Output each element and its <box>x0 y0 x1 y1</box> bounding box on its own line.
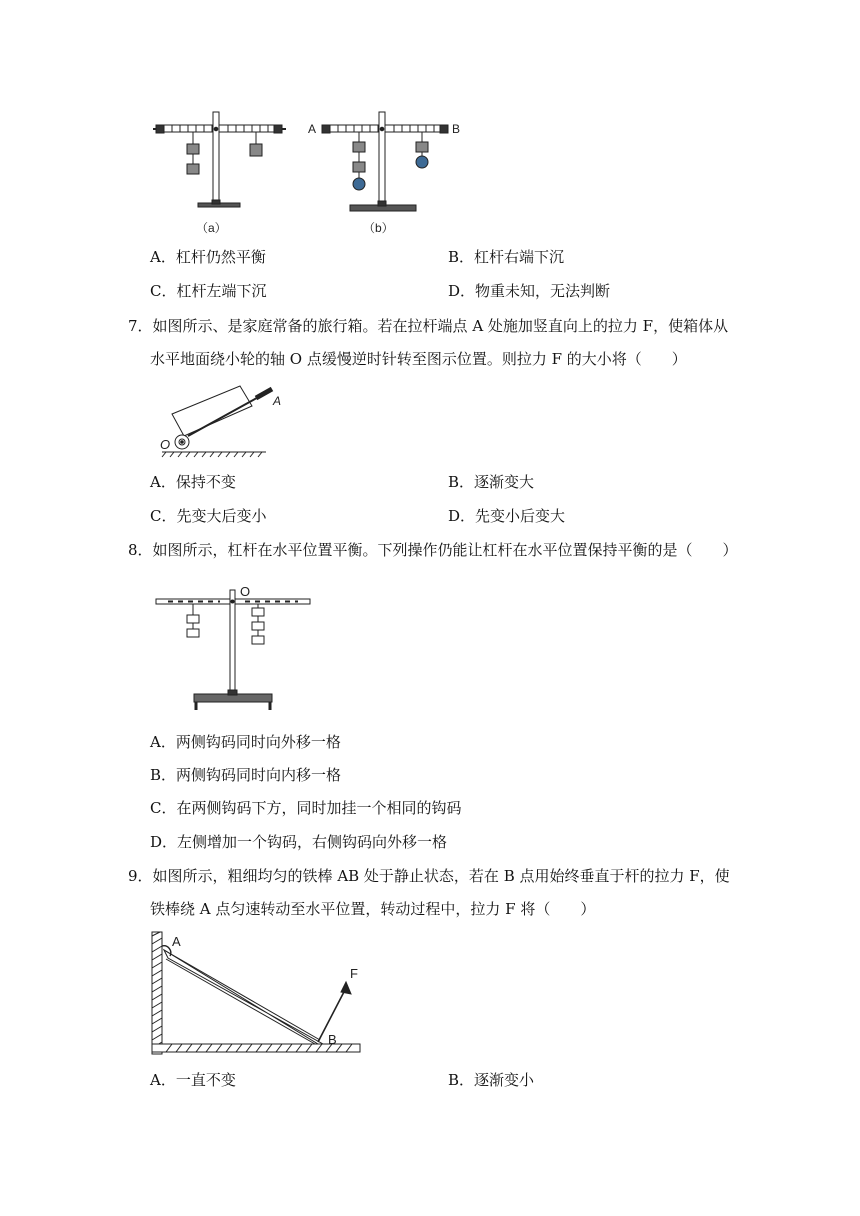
q9-figure-label-a: A <box>172 934 181 949</box>
q7-stem-line2: 水平地面绕小轮的轴 O 点缓慢逆时针转至图示位置。则拉力 F 的大小将（ ） <box>150 350 687 368</box>
lever-balance-diagram <box>150 582 320 714</box>
q7-figure <box>148 378 282 460</box>
figure-b-label-a: A <box>308 122 317 136</box>
q8-figure-label-o: O <box>240 584 251 599</box>
q6-figure <box>150 108 470 238</box>
q9-figure-label-f: F <box>350 966 358 981</box>
q9-stem-line2: 铁棒绕 A 点匀速转动至水平位置，转动过程中，拉力 F 将（ ） <box>150 900 596 918</box>
q9-option-a: A．一直不变 <box>150 1071 236 1089</box>
suitcase-diagram <box>148 378 282 460</box>
q7-stem-line1: 7．如图所示、是家庭常备的旅行箱。若在拉杆端点 A 处施加竖直向上的拉力 F，使箱体从 <box>128 317 729 335</box>
q8-stem-line1: 8．如图所示，杠杆在水平位置平衡。下列操作仍能让杠杆在水平位置保持平衡的是（ ） <box>128 541 738 559</box>
figure-b-label: （b） <box>363 221 394 235</box>
q8-option-d: D．左侧增加一个钩码，右侧钩码向外移一格 <box>150 833 448 851</box>
q9-figure-label-b: B <box>328 1032 337 1047</box>
q7-figure-label-a: A <box>273 394 282 408</box>
figure-a-label: （a） <box>196 221 227 235</box>
q6-option-b: B．杠杆右端下沉 <box>448 248 565 266</box>
q9-figure <box>150 928 364 1056</box>
q8-figure <box>150 582 320 714</box>
q8-option-b: B．两侧钩码同时向内移一格 <box>150 766 342 784</box>
q9-option-b: B．逐渐变小 <box>448 1071 535 1089</box>
q6-option-a: A．杠杆仍然平衡 <box>150 248 266 266</box>
q7-option-b: B．逐渐变大 <box>448 473 535 491</box>
q6-option-c: C．杠杆左端下沉 <box>150 282 267 300</box>
q7-option-a: A．保持不变 <box>150 473 236 491</box>
q7-option-c: C．先变大后变小 <box>150 507 267 525</box>
q7-figure-label-o: O <box>160 437 171 452</box>
q6-option-d: D．物重未知，无法判断 <box>448 282 611 300</box>
q8-option-a: A．两侧钩码同时向外移一格 <box>150 733 341 751</box>
q9-stem-line1: 9．如图所示，粗细均匀的铁棒 AB 处于静止状态，若在 B 点用始终垂直于杆的拉力 F，使 <box>128 867 730 885</box>
q7-option-d: D．先变小后变大 <box>448 507 566 525</box>
lever-diagram-ab <box>150 108 470 238</box>
iron-rod-diagram <box>150 928 364 1056</box>
figure-b-label-b: B <box>452 122 461 136</box>
q8-option-c: C．在两侧钩码下方，同时加挂一个相同的钩码 <box>150 799 462 817</box>
lever-figure-a <box>153 112 286 207</box>
lever-figure-b <box>322 112 448 211</box>
